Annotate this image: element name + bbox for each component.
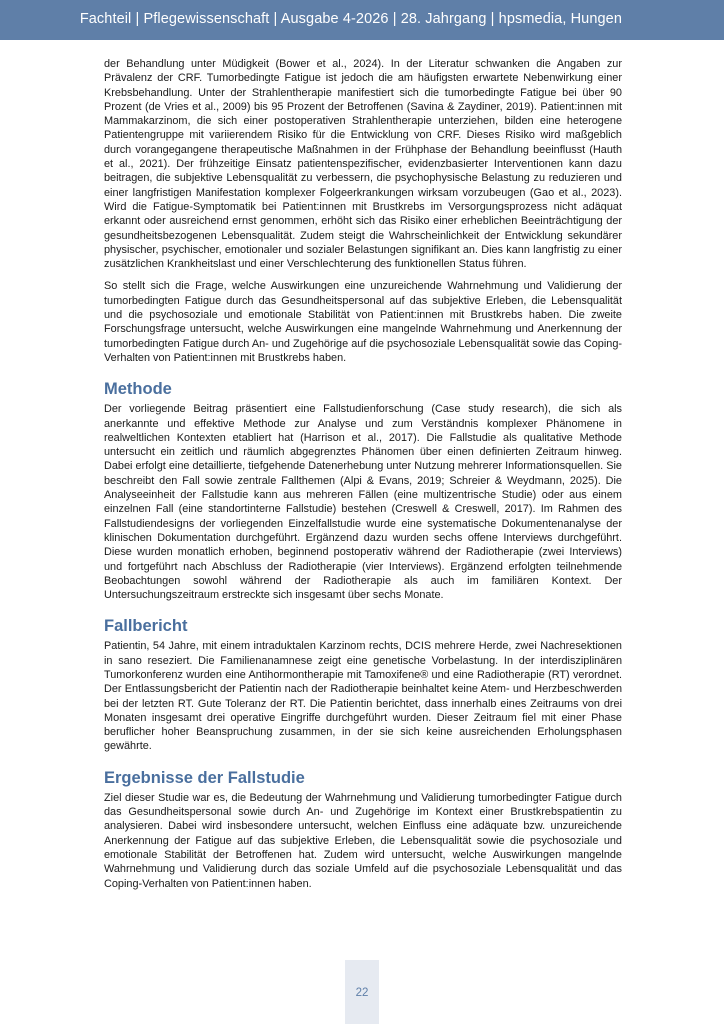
section-text-fallbericht: Patientin, 54 Jahre, mit einem intraduktalen Karzinom rechts, DCIS mehrere Herde, zwei Nachresektionen in sano reseziert. Die Familienanamnese zeigt eine genetische Vorbelastung. In der interdisziplinären Tumorkonferenz wurden eine Antihormontherapie mit Tamoxifene® und eine Radiotherapie (RT) verordnet. Der Entlassungsbericht der Patientin nach der Radiotherapie beinhaltet keine Atem- und Herzbeschwerden bei der letzten RT. Gute Toleranz der RT. Die Patientin berichtet, dass innerhalb eines Zeitraums von drei Monaten insgesamt drei operative Eingriffe durchgeführt wurden. Dieser Zeitraum fiel mit einer Phase beruflicher hoher Beanspruchung zusammen, in der sie sich keine ausreichenden Erholungsphasen gewährte. bbox=[104, 640, 622, 753]
article-body bbox=[104, 57, 622, 899]
running-header: Fachteil | Pflegewissenschaft | Ausgabe 4-2026 | 28. Jahrgang | hpsmedia, Hungen bbox=[79, 11, 622, 27]
section-heading-ergebnisse: Ergebnisse der Fallstudie bbox=[104, 768, 305, 787]
section-text-methode: Der vorliegende Beitrag präsentiert eine Fallstudienforschung (Case study research), die sich als anerkannte und effektive Methode zur Analyse und zum Verständnis komplexer Phänomene in realweltlichen Kontexten etabliert hat (Harrison et al., 2017). Die Fallstudie als qualitative Methode untersucht ein zeitlich und räumlich abgegrenztes Phänomen über einen definierten Zeitraum hinweg. Dabei erfolgt eine detaillierte, tiefgehende Datenerhebung unter Nutzung mehrerer Informationsquellen. Sie beschreibt den Fall sowie zentrale Fallthemen (Alpi & Evans, 2019; Schreier & Weydmann, 2025). Die Analyseeinheit der Fallstudie kann aus mehreren Fällen (eine multizentrische Studie) oder aus einem einzelnen Fall (eine standortinterne Fallstudie) bestehen (Creswell & Creswell, 2017). Im Rahmen des Fallstudiendesigns der vorliegenden Einzelfallstudie wurde eine systematische Dokumentenanalyse der klinischen Dokumentation durchgeführt. Ergänzend dazu wurden sechs offene Interviews durchgeführt. Diese wurden monatlich erhoben, beginnend postoperativ während der Radiotherapie (zwei Interviews) und fortgeführt nach Abschluss der Radiotherapie (vier Interviews). Ergänzend erfolgten teilnehmende Beobachtungen sowohl während der Radiotherapie als auch im familiären Kontext. Der Untersuchungszeitraum erstreckte sich insgesamt über sechs Monate. bbox=[104, 403, 622, 602]
header-bar bbox=[0, 0, 724, 40]
section-text-ergebnisse: Ziel dieser Studie war es, die Bedeutung der Wahrnehmung und Validierung tumorbedingter Fatigue durch das Gesundheitspersonal sowie durch An- und Zugehörige im Kontext einer Brustkrebspatientin zu analysieren. Dabei wird insbesondere untersucht, welchen Einfluss eine adäquate bzw. unzureichende Anerkennung der Fatigue auf das subjektive Erleben, die Lebensqualität sowie die psychosoziale und emotionale Stabilität der Betroffenen hat. Zudem wird untersucht, welche Auswirkungen mangelnde Wahrnehmung und Validierung durch das soziale Umfeld auf die psychosoziale Lebensqualität und das Coping-Verhalten von Patient:innen haben. bbox=[104, 791, 622, 890]
page-number: 22 bbox=[355, 987, 369, 999]
body-paragraph: der Behandlung unter Müdigkeit (Bower et al., 2024). In der Literatur schwanken die Angaben zur Prävalenz der CRF. Tumorbedingte Fatigue ist jedoch die am häufigsten erwartete Nebenwirkung einer Krebsbehandlung. Unter der Strahlentherapie manifestiert sich die tumorbedingte Fatigue bei über 90 Prozent (de Vries et al., 2009) bis 95 Prozent der Betroffenen (Savina & Zaydiner, 2019). Patient:innen mit Mammakarzinom, die sich einer postoperativen Strahlentherapie unterziehen, bilden eine heterogene Patientengruppe mit variierendem Risiko für die Entwicklung von CRF. Dieses Risiko wird maßgeblich durch vorangegangene therapeutische Maßnahmen in der Frühphase der Behandlung beeinflusst (Hauth et al., 2021). Der frühzeitige Einsatz patientenspezifischer, evidenzbasierter Interventionen kann dazu beitragen, die subjektive Lebensqualität zu verbessern, die psychophysische Belastung zu reduzieren und einer langfristigen Manifestation komplexer Folgeerkrankungen wirksam vorzubeugen (Gao et al., 2023). Wird die Fatigue-Symptomatik bei Patient:innen mit Brustkrebs im Versorgungsprozess nicht adäquat erkannt oder ausreichend ernst genommen, erhöht sich das Risiko einer erheblichen Beeinträchtigung der gesundheitsbezogenen Lebensqualität. Zudem steigt die Wahrscheinlichkeit der Entwicklung sekundärer physischer, psychischer, emotionaler und sozialer Belastungen signifikant an. Dies kann langfristig zu einer zusätzlichen Krankheitslast und einer Verschlechterung des funktionellen Status führen. bbox=[104, 58, 622, 271]
section-heading-methode: Methode bbox=[104, 380, 172, 399]
page-number-tab bbox=[345, 960, 379, 1024]
body-paragraph: So stellt sich die Frage, welche Auswirkungen eine unzureichende Wahrnehmung und Validierung der tumorbedingten Fatigue durch das Gesundheitspersonal auf das subjektive Erleben, die Lebensqualität und die psychosoziale und emotionale Stabilität von Patient:innen mit Brustkrebs haben. Die zweite Forschungsfrage untersucht, welche Auswirkungen eine mangelnde Wahrnehmung und Anerkennung der tumorbedingten Fatigue durch An- und Zugehörige auf die psychosoziale Lebensqualität sowie das Coping-Verhalten von Patient:innen mit Brustkrebs haben. bbox=[104, 280, 622, 364]
section-heading-fallbericht: Fallbericht bbox=[104, 617, 188, 636]
